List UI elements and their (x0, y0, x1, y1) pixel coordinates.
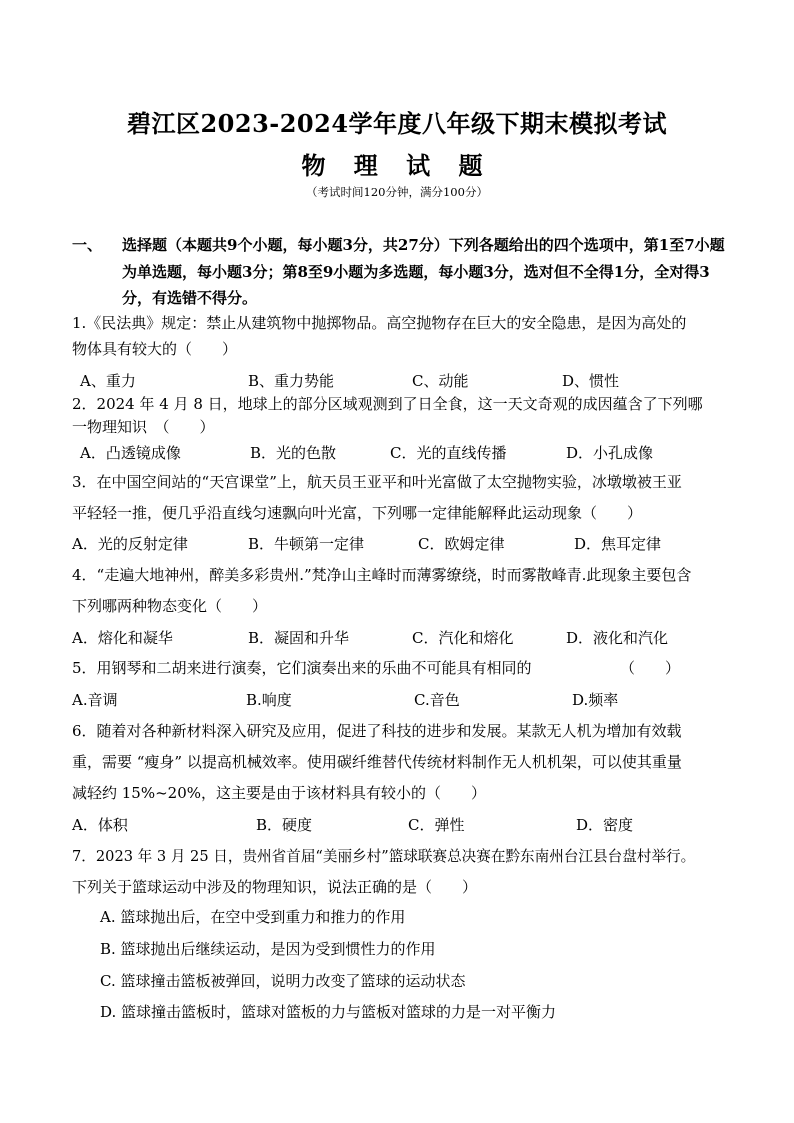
q3-option-c: C．欧姆定律 (418, 535, 505, 553)
section-heading (72, 232, 732, 312)
question-3-options (72, 533, 732, 559)
question-3-line-2: 平轻轻一推，便几乎沿直线匀速飘向叶光富，下列哪一定律能解释此运动现象（ ） (72, 504, 643, 522)
q2-option-c: C．光的直线传播 (390, 444, 507, 462)
q1-option-c: C、动能 (412, 372, 469, 390)
q7-option-d: D. 篮球撞击篮板时，篮球对篮板的力与篮板对篮球的力是一对平衡力 (100, 1003, 557, 1021)
question-2-line-2: 一物理知识 （ ） (72, 418, 215, 436)
q5-option-a: A.音调 (72, 691, 118, 709)
question-4-options (72, 627, 732, 653)
q1-option-a: A、重力 (80, 372, 136, 390)
subject-title: 物 理 试 题 (301, 151, 493, 180)
section-instructions: 选择题（本题共9个小题，每小题3分，共27分）下列各题给出的四个选项中，第1至7小题为单选题，每小题3分；第8至9小题为多选题，每小题3分，选对但不全得1分，全对得3分，有选错不得分。 (122, 236, 725, 307)
question-5-answer-paren: （ ） (620, 659, 681, 677)
q5-option-b: B.响度 (246, 691, 292, 709)
q2-option-b: B．光的色散 (250, 444, 337, 462)
question-2-options (72, 442, 732, 468)
q2-option-a: A．凸透镜成像 (80, 444, 181, 462)
question-6-line-3: 减轻约 15%~20%，这主要是由于该材料具有较小的（ ） (72, 784, 487, 802)
q7-option-b: B. 篮球抛出后继续运动，是因为受到惯性力的作用 (100, 940, 436, 958)
question-5-line-1: 5．用钢琴和二胡来进行演奏，它们演奏出来的乐曲不可能具有相同的 (72, 659, 532, 677)
q7-option-a: A. 篮球抛出后，在空中受到重力和推力的作用 (100, 908, 406, 926)
q2-option-d: D．小孔成像 (566, 444, 654, 462)
q6-option-b: B．硬度 (256, 816, 313, 834)
question-1-line-1: 1.《民法典》规定：禁止从建筑物中抛掷物品。高空抛物存在巨大的安全隐患，是因为高处的 (72, 314, 687, 332)
q6-option-d: D．密度 (576, 816, 634, 834)
q4-option-b: B．凝固和升华 (248, 629, 350, 647)
q6-option-a: A．体积 (72, 816, 128, 834)
q3-option-d: D．焦耳定律 (574, 535, 662, 553)
question-4-line-2: 下列哪两种物态变化（ ） (72, 597, 268, 615)
question-3-line-1: 3．在中国空间站的“天宫课堂”上，航天员王亚平和叶光富做了太空抛物实验，冰墩墩被王亚 (72, 473, 682, 491)
q3-option-b: B．牛顿第一定律 (248, 535, 365, 553)
section-number: 一、 (72, 236, 103, 254)
question-6-line-1: 6．随着对各种新材料深入研究及应用，促进了科技的进步和发展。某款无人机为增加有效载 (72, 722, 682, 740)
question-7-line-1: 7．2023 年 3 月 25 日，贵州省首届“美丽乡村”篮球联赛总决赛在黔东南州台江县台盘村举行。 (72, 848, 696, 865)
question-2-line-1: 2．2024 年 4 月 8 日，地球上的部分区域观测到了日全食，这一天文奇观的成因蕴含了下列哪 (72, 395, 703, 413)
question-4-line-1: 4．“走遍大地神州，醉美多彩贵州.”梵净山主峰时而薄雾缭绕，时而雾散峰青.此现象主要包含 (72, 566, 692, 584)
exam-title: 碧江区2023-2024学年度八年级下期末模拟考试 (126, 109, 668, 138)
q5-option-d: D.频率 (572, 691, 619, 709)
q3-option-a: A．光的反射定律 (72, 535, 188, 553)
exam-note: （考试时间120分钟，满分100分） (306, 185, 488, 199)
q6-option-c: C．弹性 (408, 816, 465, 834)
question-6-options (72, 814, 732, 840)
q1-option-b: B、重力势能 (248, 372, 335, 390)
q4-option-d: D．液化和汽化 (566, 629, 669, 647)
q4-option-c: C．汽化和熔化 (412, 629, 514, 647)
q4-option-a: A．熔化和凝华 (72, 629, 173, 647)
question-7-line-2: 下列关于篮球运动中涉及的物理知识，说法正确的是（ ） (72, 878, 478, 896)
q5-option-c: C.音色 (414, 691, 460, 709)
question-1-line-2: 物体具有较大的（ ） (72, 340, 238, 358)
question-6-line-2: 重，需要 “瘦身” 以提高机械效率。使用碳纤维替代传统材料制作无人机机架，可以使其重量 (72, 753, 682, 771)
q7-option-c: C. 篮球撞击篮板被弹回，说明力改变了篮球的运动状态 (100, 972, 466, 990)
question-5-options (72, 689, 732, 715)
q1-option-d: D、惯性 (562, 372, 620, 390)
